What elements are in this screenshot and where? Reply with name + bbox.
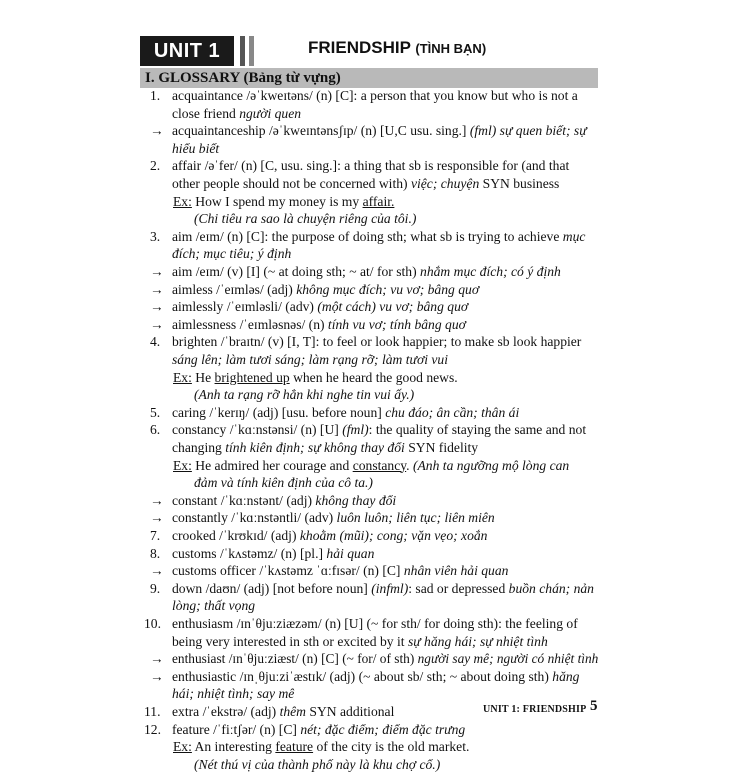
text-run: (fml): [342, 422, 369, 438]
arrow-icon: →: [150, 264, 164, 279]
example-translation: [194, 210, 416, 228]
text-run: enthusiast /ɪnˈθjuːziæst/ (n) [C] (~ for/ of sth): [172, 651, 418, 667]
entry-line: [172, 175, 559, 193]
example-line: [173, 457, 569, 475]
text-run: Ex:: [173, 457, 192, 473]
text-run: customs officer /ˈkʌstəmz ˈɑːfɪsər/ (n) [C]: [172, 563, 404, 579]
text-run: aim /eɪm/ (v) [I] (~ at doing sth; ~ at/ for sth): [172, 264, 421, 279]
text-run: enthusiastic /ɪnˌθjuːziˈæstɪk/ (adj) (~ about sb/ sth; ~ about doing sth): [172, 668, 553, 684]
entry-line: [172, 421, 586, 439]
entry-line: [172, 298, 468, 316]
text-run: close friend: [172, 105, 240, 121]
text-run: tính kiên định; sự không thay đổi: [225, 440, 405, 455]
entry-line: [172, 228, 585, 246]
text-run: constancy: [352, 457, 407, 473]
arrow-icon: →: [150, 510, 164, 526]
entry-number: 2.: [150, 158, 161, 174]
text-run: Ex:: [173, 369, 192, 385]
text-run: feature /ˈfiːtʃər/ (n) [C]: [172, 721, 301, 737]
text-run: aimlessness /ˈeɪmləsnəs/ (n): [172, 316, 328, 332]
text-run: (một cách) vu vơ; bâng quơ: [317, 299, 469, 315]
entry-line: [172, 316, 466, 334]
section-heading: I. GLOSSARY (Bảng từ vựng): [140, 68, 598, 88]
entry-line: [172, 157, 569, 175]
text-run: acquaintanceship /əˈkweɪntənsʃɪp/ (n) [U,C usu. sing.]: [172, 123, 470, 139]
entry-line: [172, 597, 255, 615]
entry-line: [172, 580, 594, 598]
text-run: enthusiasm /ɪnˈθjuːziæzəm/ (n) [U] (~ for sth/ for doing sth): the feeling of: [172, 616, 578, 631]
text-run: down /daʊn/ (adj) [not before noun]: [172, 580, 372, 596]
entry-line: [172, 509, 495, 527]
example-line: [173, 369, 458, 387]
text-run: nhân viên hải quan: [403, 563, 509, 579]
text-run: constant /ˈkɑːnstənt/ (adj): [172, 492, 316, 508]
text-run: khoằm (mũi); cong; vặn vẹo; xoắn: [299, 528, 488, 543]
entry-line: [172, 351, 448, 369]
text-run: đích; mục tiêu; ý định: [172, 246, 292, 262]
text-run: chu đáo; ân cần; thân ái: [385, 404, 520, 420]
text-run: việc; chuyện: [410, 176, 480, 191]
entry-line: [172, 281, 479, 299]
unit-title-sub: (TÌNH BẠN): [415, 41, 487, 56]
text-run: caring /ˈkerɪŋ/ (adj) [usu. before noun]: [172, 404, 386, 420]
text-run: : sad or depressed: [408, 580, 509, 596]
text-run: sáng lên; làm tươi sáng; làm rạng rỡ; làm tươi vui: [172, 352, 448, 367]
entry-line: [172, 668, 579, 686]
text-run: mục: [562, 228, 586, 244]
entry-line: [172, 140, 219, 158]
entry-line: [172, 545, 374, 563]
arrow-icon: →: [150, 563, 164, 579]
entry-line: [172, 263, 561, 281]
text-run: nhắm mục đích; có ý định: [420, 264, 561, 279]
entry-line: [172, 527, 487, 545]
text-run: brightened up: [214, 369, 290, 385]
entry-line: [172, 245, 291, 263]
example-translation: [194, 474, 373, 492]
unit-title-main: FRIENDSHIP: [308, 38, 411, 57]
entry-number: 9.: [150, 580, 161, 596]
text-run: SYN fidelity: [404, 440, 479, 455]
text-run: sự hăng hái; sự nhiệt tình: [407, 633, 548, 649]
text-run: : the quality of staying the same and not: [368, 422, 587, 438]
entry-number: 11.: [144, 704, 161, 719]
unit-label: UNIT 1: [140, 36, 234, 66]
text-run: being very interested in sth or excited by it: [172, 633, 408, 649]
entry-number: 4.: [150, 334, 161, 350]
entry-line: [172, 105, 301, 123]
text-run: lòng; thất vọng: [172, 598, 256, 614]
arrow-icon: →: [150, 281, 164, 297]
example-line: [173, 193, 394, 211]
text-run: người quen: [239, 105, 302, 121]
entry-line: [172, 685, 294, 703]
entry-line: [172, 615, 578, 633]
text-run: đảm và tính kiên định của cô ta.): [194, 475, 373, 491]
text-run: constantly /ˈkɑːnstəntli/ (adv): [172, 510, 337, 526]
entry-line: [172, 333, 581, 351]
footer-unit-label: UNIT 1: FRIENDSHIP: [483, 704, 587, 715]
text-run: affair /əˈfer/ (n) [C, usu. sing.]: a thing that sb is responsible for (and that: [172, 158, 570, 174]
text-run: nét; đặc điểm; điểm đặc trưng: [300, 721, 466, 737]
text-run: Ex:: [173, 739, 192, 755]
entry-line: [172, 122, 587, 140]
entry-number: 7.: [150, 528, 161, 543]
text-run: hải quan: [326, 545, 375, 561]
text-run: (fml) sự quen biết; sự: [469, 123, 587, 139]
text-run: acquaintance /əˈkweɪtəns/ (n) [C]: a person that you know but who is not a: [172, 88, 578, 103]
entry-line: [172, 439, 478, 457]
text-run: tính vu vơ; tính bâng quơ: [327, 316, 466, 332]
text-run: changing: [172, 440, 226, 455]
entry-line: [172, 492, 396, 510]
entry-line: [172, 87, 578, 105]
arrow-icon: →: [150, 123, 164, 139]
text-run: (infml): [371, 580, 409, 596]
text-run: buồn chán; nản: [508, 580, 594, 596]
entry-line: [172, 650, 598, 668]
text-run: customs /ˈkʌstəmz/ (n) [pl.]: [172, 545, 327, 561]
text-run: (Anh ta ngưỡng mộ lòng can: [412, 457, 570, 473]
text-run: feature: [275, 739, 314, 755]
text-run: aimless /ˈeɪmləs/ (adj): [172, 281, 297, 297]
text-run: (Nét thú vị của thành phố này là khu chợ cổ.): [194, 756, 441, 772]
text-run: constancy /ˈkɑːnstənsi/ (n) [U]: [172, 422, 343, 438]
example-translation: [194, 756, 440, 773]
text-run: hái; nhiệt tình; say mê: [172, 686, 295, 702]
text-run: He admired her courage and: [191, 457, 353, 473]
text-run: (Anh ta rạng rỡ hẳn khi nghe tin vui ấy.): [194, 387, 415, 403]
text-run: when he heard the good news.: [289, 369, 458, 385]
text-run: (Chi tiêu ra sao là chuyện riêng của tôi.): [194, 211, 417, 227]
text-run: How I spend my money is my: [191, 193, 363, 209]
text-run: He: [191, 369, 215, 385]
entry-number: 10.: [144, 616, 161, 631]
entry-number: 3.: [150, 228, 161, 244]
entry-number: 12.: [144, 721, 161, 737]
text-run: crooked /ˈkrʊkɪd/ (adj): [172, 528, 300, 543]
text-run: SYN additional: [306, 704, 395, 719]
text-run: không mục đích; vu vơ; bâng quơ: [296, 281, 480, 297]
text-run: không thay đổi: [315, 492, 397, 508]
arrow-icon: →: [150, 651, 164, 667]
text-run: thêm: [279, 704, 306, 719]
entry-number: 6.: [150, 422, 161, 438]
entry-line: [172, 562, 508, 580]
entry-number: 8.: [150, 545, 161, 561]
text-run: người say mê; người có nhiệt tình: [417, 651, 599, 667]
entry-number: 5.: [150, 404, 161, 420]
arrow-icon: →: [150, 668, 164, 684]
entry-line: [172, 404, 519, 422]
example-translation: [194, 386, 414, 404]
text-run: hiểu biết: [172, 140, 220, 156]
text-run: extra /ˈekstrə/ (adj): [172, 704, 280, 719]
entry-line: [172, 721, 465, 739]
text-run: aimlessly /ˈeɪmləsli/ (adv): [172, 299, 318, 315]
arrow-icon: →: [150, 492, 164, 508]
example-line: [173, 738, 469, 756]
entry-line: [172, 703, 394, 721]
arrow-icon: →: [150, 299, 164, 315]
text-run: .: [406, 457, 413, 473]
text-run: hăng: [552, 668, 580, 684]
page-number: 5: [590, 698, 598, 714]
text-run: SYN business: [479, 176, 560, 191]
text-run: brighten /ˈbraɪtn/ (v) [I, T]: to feel or look happier; to make sb look happier: [172, 334, 582, 350]
text-run: affair.: [362, 193, 395, 209]
text-run: luôn luôn; liên tục; liên miên: [336, 510, 495, 526]
text-run: aim /eɪm/ (n) [C]: the purpose of doing sth; what sb is trying to achieve: [172, 228, 563, 244]
text-run: An interesting: [191, 739, 276, 755]
text-run: of the city is the old market.: [313, 739, 470, 755]
text-run: Ex:: [173, 193, 192, 209]
arrow-icon: →: [150, 316, 164, 332]
entry-number: 1.: [150, 88, 161, 103]
entry-line: [172, 633, 548, 651]
text-run: other people should not be concerned with): [172, 176, 411, 191]
